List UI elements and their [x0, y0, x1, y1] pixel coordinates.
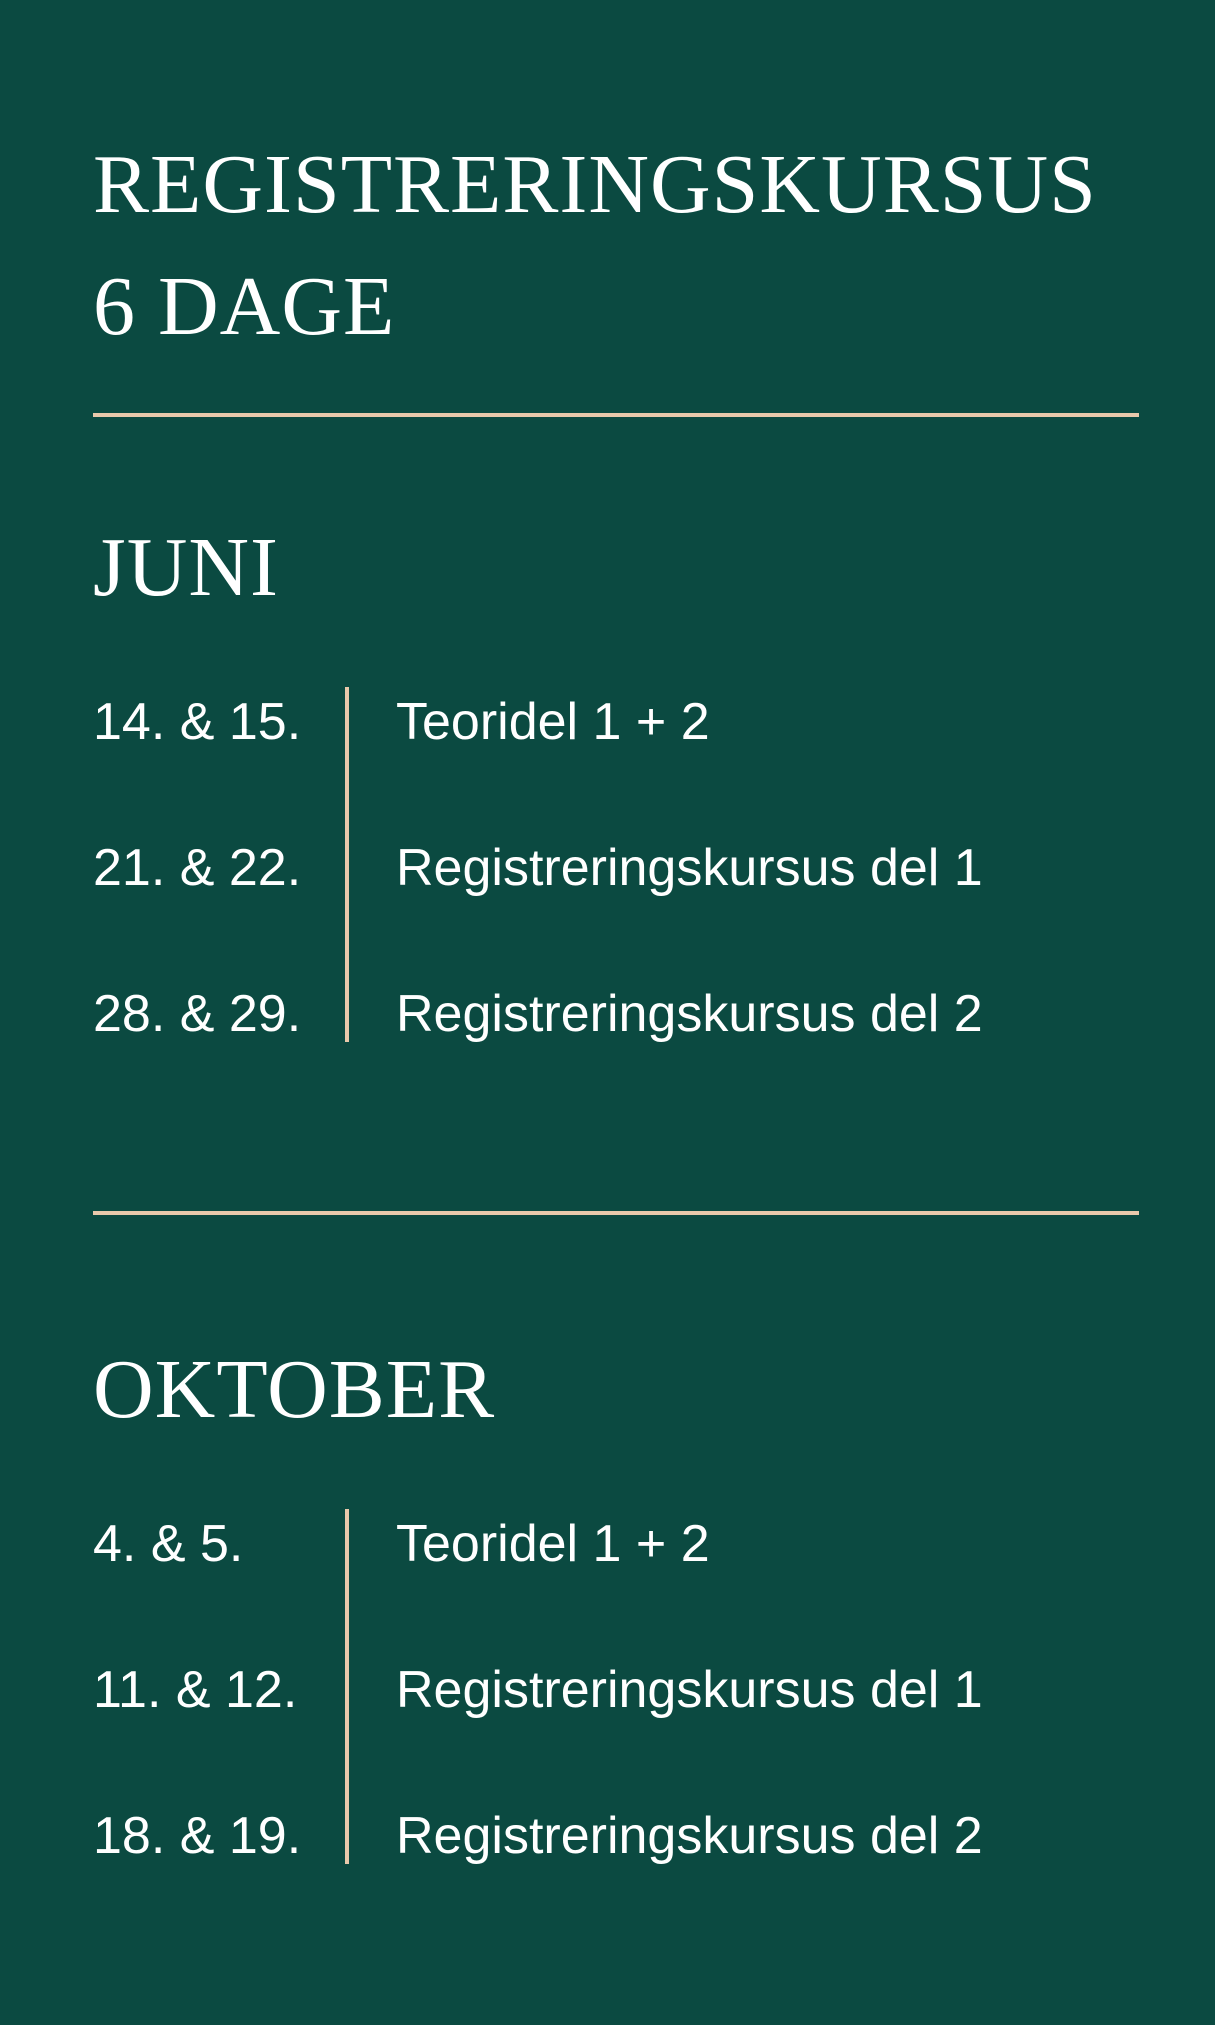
schedule-row [93, 979, 1139, 1049]
top-divider [93, 413, 1139, 417]
schedule-description: Teoridel 1 + 2 [396, 693, 710, 751]
middle-divider [93, 1211, 1139, 1215]
month-heading-oktober: OKTOBER [93, 1343, 496, 1436]
schedule-row [93, 1509, 1139, 1579]
schedule-row [93, 1655, 1139, 1725]
schedule-description: Registreringskursus del 2 [396, 985, 983, 1043]
schedule-row [93, 687, 1139, 757]
page-title-line-1: REGISTRERINGSKURSUS [93, 138, 1097, 231]
schedule-date: 14. & 15. [93, 693, 302, 751]
schedule-juni [93, 687, 1139, 1042]
page-title-line-2: 6 DAGE [93, 260, 396, 353]
schedule-row [93, 833, 1139, 903]
schedule-date: 11. & 12. [93, 1661, 298, 1719]
schedule-date: 4. & 5. [93, 1515, 244, 1573]
schedule-description: Registreringskursus del 1 [396, 1661, 983, 1719]
page-title [93, 124, 1153, 368]
schedule-row [93, 1801, 1139, 1871]
schedule-description: Teoridel 1 + 2 [396, 1515, 710, 1573]
schedule-description: Registreringskursus del 1 [396, 839, 983, 897]
schedule-date: 21. & 22. [93, 839, 302, 897]
month-heading-juni: JUNI [93, 521, 279, 614]
schedule-date: 28. & 29. [93, 985, 302, 1043]
schedule-date: 18. & 19. [93, 1807, 302, 1865]
schedule-oktober [93, 1509, 1139, 1864]
schedule-description: Registreringskursus del 2 [396, 1807, 983, 1865]
